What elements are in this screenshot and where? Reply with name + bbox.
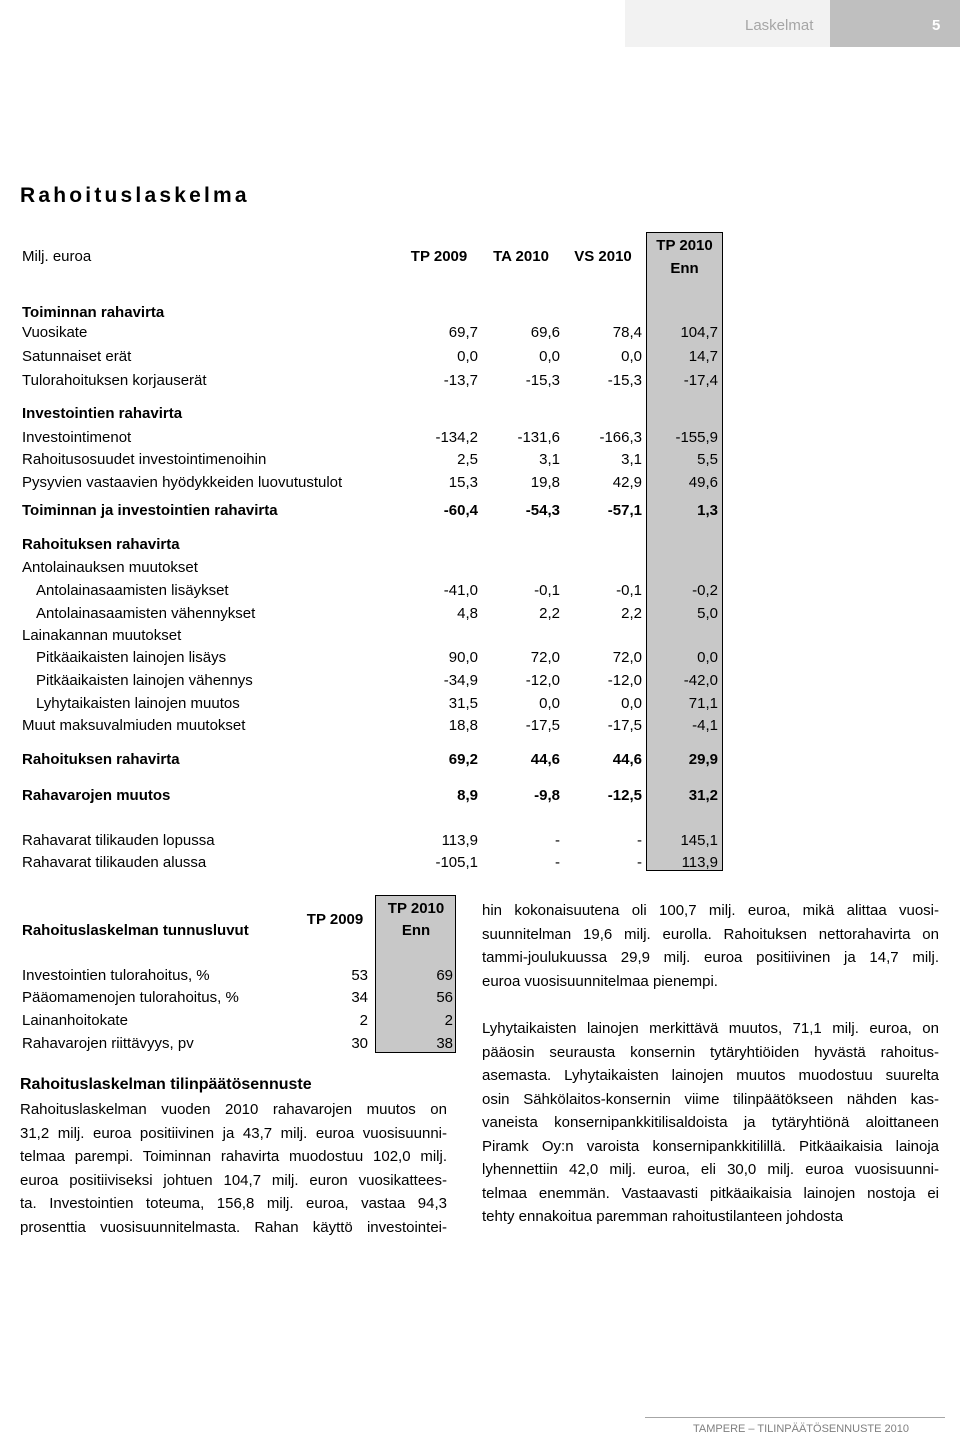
text-line: tehty ennakoitua paremman rahoitustilanteen johdosta (482, 1208, 844, 1225)
row-label: Vuosikate (22, 324, 88, 341)
row-value: -12,0 (607, 672, 642, 689)
table-row (0, 581, 960, 601)
table-row (0, 648, 960, 668)
table-row (0, 347, 960, 367)
table-row (0, 716, 960, 736)
row-label: Rahavarat tilikauden alussa (22, 854, 207, 871)
table-row (0, 694, 960, 714)
row-value: 71,1 (688, 695, 718, 712)
row-value: -34,9 (443, 672, 478, 689)
forecast-heading: Rahoituslaskelman tilinpäätösennuste (20, 1076, 312, 1093)
text-line: tammi-joulukuussa 29,9 milj. euroa positiivinen ja 14,7 milj. (482, 949, 939, 966)
row-value: 0,0 (621, 695, 642, 712)
row-value: 2,2 (621, 605, 642, 622)
table-row (0, 558, 960, 578)
text-line: 31,2 milj. euroa positiivinen ja 43,7 milj. euroa vuosisuunni- (20, 1124, 447, 1142)
key-figure-label: Lainanhoitokate (22, 1012, 128, 1029)
text-line: vaneista konsernipankkitilisaldoista ja tytäryhtiönä aloittaneen (482, 1114, 939, 1131)
key-figures-title: Rahoituslaskelman tunnusluvut (22, 922, 249, 939)
footer-rule (645, 1417, 945, 1418)
row-value: 90,0 (448, 649, 478, 666)
row-value: 49,6 (688, 474, 718, 491)
table-row (0, 831, 960, 851)
row-label: Satunnaiset erät (22, 348, 132, 365)
row-value: 78,4 (612, 324, 642, 341)
key-figure-row (0, 966, 470, 986)
row-value: 69,2 (448, 751, 478, 768)
row-value: -0,2 (692, 582, 718, 599)
text-line: pääosin seurausta konsernin tytäryhtiöiden hyvästä rahoitus- (482, 1043, 939, 1061)
row-value: 0,0 (697, 649, 718, 666)
row-label: Rahavarojen muutos (22, 787, 171, 804)
row-label: Investointien rahavirta (22, 405, 183, 422)
row-value: 18,8 (448, 717, 478, 734)
row-value: -17,5 (607, 717, 642, 734)
row-value: - (555, 854, 560, 871)
row-value: -134,2 (435, 429, 478, 446)
key-figure-row (0, 1011, 470, 1031)
row-value: - (555, 832, 560, 849)
table-row (0, 786, 960, 806)
column-header-enn: Enn (670, 260, 699, 277)
row-value: 145,1 (680, 832, 718, 849)
key-figure-value: 38 (436, 1035, 453, 1052)
row-value: -12,5 (607, 787, 642, 804)
row-label: Lainakannan muutokset (22, 627, 182, 644)
row-label: Antolainauksen muutokset (22, 559, 198, 576)
table-row (0, 473, 960, 493)
row-value: -60,4 (443, 502, 478, 519)
text-line: prosenttia vuosisuunnitelmasta. Rahan käyttö investointei- (20, 1218, 447, 1236)
text-line: asemasta. Lyhytaikaisten lainojen muutos muodostuu suurelta (482, 1067, 939, 1084)
row-value: -4,1 (692, 717, 718, 734)
row-value: 69,7 (448, 324, 478, 341)
page-title: Rahoituslaskelma (20, 184, 250, 207)
unit-label: Milj. euroa (22, 248, 92, 265)
text-line: hin kokonaisuutena oli 100,7 milj. euroa, mikä alittaa vuosi- (482, 902, 939, 919)
key-figure-label: Rahavarojen riittävyys, pv (22, 1035, 194, 1052)
row-value: -0,1 (616, 582, 642, 599)
table-row (0, 501, 960, 521)
table-row (0, 323, 960, 343)
row-label: Toiminnan rahavirta (22, 304, 165, 321)
row-label: Rahavarat tilikauden lopussa (22, 832, 215, 849)
row-value: -17,5 (525, 717, 560, 734)
text-line: euroa positiiviseksi johtuen 104,7 milj. euron vuosikattees- (20, 1171, 447, 1189)
row-value: 113,9 (441, 832, 478, 849)
row-value: 29,9 (688, 751, 718, 768)
row-value: - (637, 854, 642, 871)
text-line: telmaa enemmän. Vastaavasti pitkäaikaisia lainojen nostoja ei (482, 1184, 939, 1202)
text-line: Rahoituslaskelman vuoden 2010 rahavarojen muutos on (20, 1101, 447, 1118)
key-figure-value: 56 (436, 989, 453, 1006)
row-label: Antolainasaamisten lisäykset (36, 582, 229, 599)
table-row (0, 450, 960, 470)
text-line: ta. Investointien toteuma, 156,8 milj. euroa, vastaa 94,3 (20, 1195, 447, 1212)
row-value: 113,9 (681, 854, 718, 871)
row-value: 0,0 (457, 348, 478, 365)
row-value: -105,1 (435, 854, 478, 871)
row-value: 14,7 (688, 348, 718, 365)
row-label: Rahoituksen rahavirta (22, 536, 180, 553)
text-line: lyhennettiin 42,0 milj. euroa, eli 30,0 milj. euroa vuosisuunni- (482, 1161, 939, 1178)
table-row (0, 750, 960, 770)
key-figure-row (0, 988, 470, 1008)
key-figure-value: 34 (351, 989, 368, 1006)
row-value: 31,2 (688, 787, 718, 804)
table-row (0, 671, 960, 691)
row-label: Pitkäaikaisten lainojen lisäys (36, 649, 227, 666)
row-value: 0,0 (539, 695, 560, 712)
row-value: 8,9 (457, 787, 478, 804)
row-value: 5,0 (697, 605, 718, 622)
row-label: Rahoituksen rahavirta (22, 751, 180, 768)
table-row (0, 535, 960, 555)
kf-header-tp2009: TP 2009 (306, 911, 364, 928)
row-label: Investointimenot (22, 429, 132, 446)
row-value: -131,6 (517, 429, 560, 446)
page-number: 5 (932, 17, 941, 34)
forecast-text-right-1 (482, 899, 939, 993)
table-row (0, 404, 960, 424)
row-value: 42,9 (612, 474, 642, 491)
table-row (0, 853, 960, 873)
row-value: 72,0 (612, 649, 642, 666)
row-value: 2,2 (539, 605, 560, 622)
column-header-tp2010: TP 2010 (656, 237, 713, 254)
table-row (0, 626, 960, 646)
row-value: -13,7 (443, 372, 478, 389)
key-figure-label: Investointien tulorahoitus, % (22, 967, 210, 984)
row-value: -42,0 (683, 672, 718, 689)
column-header-tp2009: TP 2009 (410, 248, 468, 265)
table-row (0, 303, 960, 323)
row-value: -155,9 (675, 429, 718, 446)
key-figure-value: 30 (351, 1035, 368, 1052)
row-value: 4,8 (457, 605, 478, 622)
row-value: - (637, 832, 642, 849)
row-value: -0,1 (534, 582, 560, 599)
row-value: -41,0 (443, 582, 478, 599)
row-value: 2,5 (457, 451, 478, 468)
row-value: 0,0 (621, 348, 642, 365)
column-header-ta2010: TA 2010 (493, 248, 549, 265)
text-line: euroa vuosisuunnitelmaa pienempi. (482, 972, 718, 990)
row-value: 0,0 (539, 348, 560, 365)
forecast-text-right-2 (482, 1017, 939, 1229)
row-value: 3,1 (539, 451, 560, 468)
row-value: 104,7 (680, 324, 718, 341)
text-line: Lyhytaikaisten lainojen merkittävä muutos, 71,1 milj. euroa, on (482, 1020, 939, 1037)
row-label: Antolainasaamisten vähennykset (36, 605, 256, 622)
kf-header-tp2010: TP 2010 (387, 900, 445, 917)
row-value: -57,1 (607, 502, 642, 519)
key-figure-row (0, 1034, 470, 1054)
row-value: -15,3 (525, 372, 560, 389)
row-value: -9,8 (534, 787, 560, 804)
key-figure-value: 2 (359, 1012, 368, 1029)
key-figure-value: 53 (351, 967, 368, 984)
row-value: 44,6 (612, 751, 642, 768)
row-value: -166,3 (599, 429, 642, 446)
text-line: osin Sähkölaitos-konsernin viime tilinpäätökseen nähden kas- (482, 1090, 939, 1108)
row-value: 15,3 (448, 474, 478, 491)
key-figure-label: Pääomamenojen tulorahoitus, % (22, 989, 239, 1006)
text-line: Piramk Oy:n varoista konsernipankkitilillä. Pitkäaikaisia lainoja (482, 1137, 939, 1155)
row-value: -12,0 (525, 672, 560, 689)
footer-text: TAMPERE – TILINPÄÄTÖSENNUSTE 2010 (693, 1423, 909, 1435)
row-label: Toiminnan ja investointien rahavirta (22, 502, 278, 519)
table-row (0, 371, 960, 391)
text-line: telmaa parempi. Toiminnan rahavirta muodostuu 102,0 milj. (20, 1148, 447, 1165)
text-line: suunnitelman 19,6 milj. eurolla. Rahoituksen nettorahavirta on (482, 925, 939, 943)
forecast-text-left (20, 1098, 447, 1239)
row-value: 69,6 (530, 324, 560, 341)
section-label: Laskelmat (745, 17, 814, 34)
row-label: Pysyvien vastaavien hyödykkeiden luovutustulot (22, 474, 343, 491)
row-value: 19,8 (530, 474, 560, 491)
row-value: 44,6 (530, 751, 560, 768)
row-label: Muut maksuvalmiuden muutokset (22, 717, 246, 734)
kf-header-enn: Enn (401, 922, 431, 939)
row-value: 72,0 (530, 649, 560, 666)
column-header-vs2010: VS 2010 (574, 248, 632, 265)
row-label: Lyhytaikaisten lainojen muutos (36, 695, 240, 712)
row-value: 5,5 (697, 451, 718, 468)
row-value: -15,3 (607, 372, 642, 389)
key-figure-value: 69 (436, 967, 453, 984)
row-value: 1,3 (697, 502, 718, 519)
row-label: Tulorahoituksen korjauserät (22, 372, 207, 389)
table-row (0, 428, 960, 448)
row-value: -17,4 (683, 372, 718, 389)
row-value: -54,3 (525, 502, 560, 519)
row-value: 3,1 (621, 451, 642, 468)
table-row (0, 604, 960, 624)
row-value: 31,5 (448, 695, 478, 712)
key-figure-value: 2 (444, 1012, 453, 1029)
row-label: Pitkäaikaisten lainojen vähennys (36, 672, 253, 689)
row-label: Rahoitusosuudet investointimenoihin (22, 451, 267, 468)
